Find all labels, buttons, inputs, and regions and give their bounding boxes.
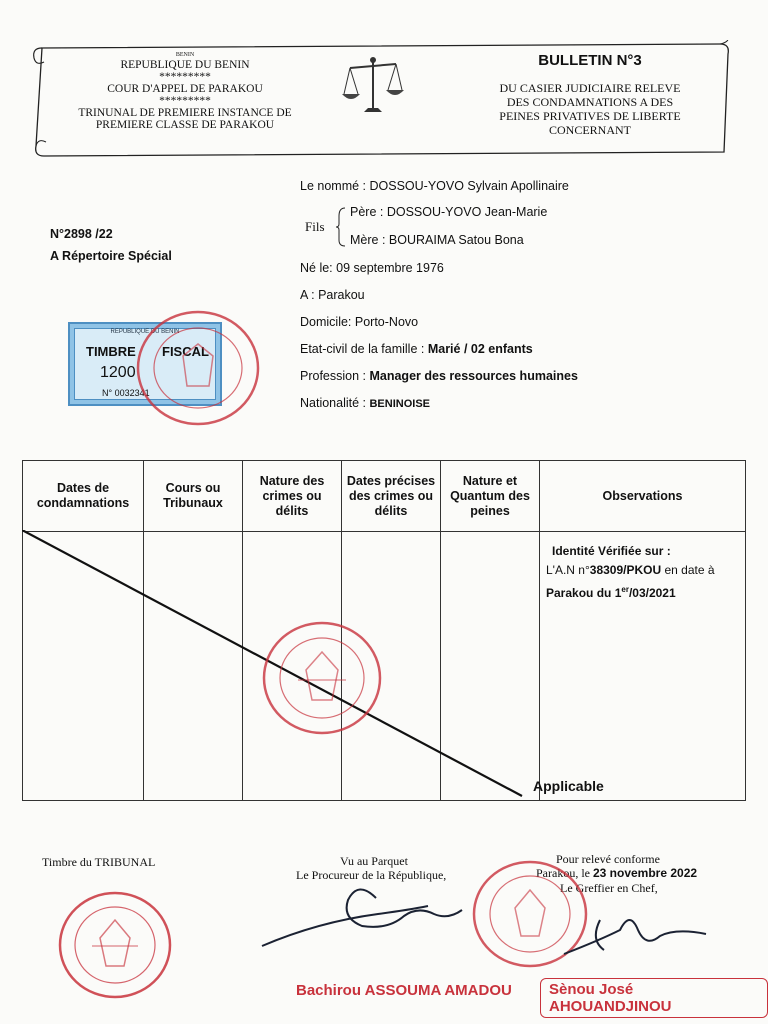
- mother-name: BOURAIMA Satou Bona: [388, 233, 524, 247]
- parents-bracket: [335, 206, 347, 248]
- observation-text: [540, 532, 745, 603]
- birth-place-line: [300, 288, 365, 302]
- observation-line: du 1: [593, 586, 622, 600]
- fiscal-stamp-word: FISCAL: [162, 344, 209, 359]
- tribunal-seal-stamp: [133, 306, 263, 430]
- bulletin-heading: [470, 52, 710, 137]
- observation-line: en date à: [661, 563, 715, 577]
- pour-releve-label: Pour relevé conforme: [556, 852, 660, 866]
- country-small: BENIN: [175, 52, 195, 58]
- stars-separator: *********: [159, 95, 211, 107]
- civil-value: Marié / 02 enfants: [427, 342, 533, 356]
- observation-sup: er: [621, 585, 629, 594]
- birth-date-line: [300, 261, 444, 275]
- mother-line: [350, 233, 524, 247]
- greffier-label: Le Greffier en Chef,: [560, 881, 658, 895]
- tribunal-greffe-seal: [56, 888, 174, 1002]
- civil-label: Etat-civil de la famille :: [300, 342, 428, 356]
- mother-label: Mère :: [350, 233, 389, 247]
- birth-date: 09 septembre 1976: [336, 261, 444, 275]
- reference-register: A Répertoire Spécial: [50, 249, 172, 263]
- bulletin-subtitle: DES CONDAMNATIONS A DES: [506, 95, 674, 109]
- nationality-line: [300, 396, 430, 410]
- procureur-name-stamp: Bachirou ASSOUMA AMADOU: [296, 982, 512, 999]
- place-date-prefix: Parakou, le: [536, 866, 593, 880]
- domicile-value: Porto-Novo: [354, 315, 419, 329]
- column-header: Dates de condamnations: [23, 461, 144, 532]
- stars-separator: *********: [159, 71, 211, 83]
- tribunal-line: PREMIERE CLASSE DE PARAKOU: [95, 119, 275, 131]
- greffier-signature: [560, 900, 710, 960]
- column-header: Nature et Quantum des peines: [441, 461, 540, 532]
- column-header: Cours ou Tribunaux: [144, 461, 243, 532]
- vu-au-parquet-label: Vu au Parquet: [340, 854, 408, 868]
- bulletin-subtitle: CONCERNANT: [548, 123, 631, 137]
- header-institution: [60, 52, 310, 131]
- place-label: A :: [300, 288, 319, 302]
- country-name: REPUBLIQUE DU BENIN: [120, 59, 250, 71]
- observation-line: L'A.N n°: [546, 563, 590, 577]
- parquet-seal-stamp: [260, 618, 385, 738]
- father-label: Père :: [350, 205, 387, 219]
- fils-label: Fils: [305, 219, 325, 234]
- bulletin-subtitle: PEINES PRIVATIVES DE LIBERTE: [499, 109, 681, 123]
- fiscal-stamp-word: TIMBRE: [86, 344, 136, 359]
- column-header: Observations: [540, 461, 746, 532]
- observation-line: Identité Vérifiée sur :: [552, 544, 671, 558]
- fiscal-stamp-amount: 1200: [100, 364, 136, 381]
- observation-line: /03/2021: [628, 586, 676, 600]
- bulletin-subtitle: DU CASIER JUDICIAIRE RELEVE: [499, 81, 681, 95]
- scales-of-justice-icon: [342, 54, 404, 118]
- domicile-label: Domicile:: [300, 315, 355, 329]
- fiscal-stamp-serial: N° 0032341: [102, 388, 150, 398]
- nationality-label: Nationalité :: [300, 396, 370, 410]
- tribunal-line: TRINUNAL DE PREMIERE INSTANCE DE: [78, 107, 292, 119]
- procureur-signature: [258, 870, 468, 950]
- person-name-line: [300, 179, 569, 193]
- observation-id: 38309/PKOU: [589, 563, 662, 577]
- timbre-tribunal-label: Timbre du TRIBUNAL: [42, 855, 156, 869]
- greffier-name-stamp: Sènou José AHOUANDJINOU: [540, 978, 768, 1018]
- procureur-label: Le Procureur de la République,: [296, 868, 447, 882]
- fiscal-stamp-country: REPUBLIQUE DU BENIN: [110, 329, 180, 335]
- born-label: Né le:: [300, 261, 337, 275]
- domicile-line: [300, 315, 418, 329]
- column-header: Dates précises des crimes ou délits: [342, 461, 441, 532]
- profession-value: Manager des ressources humaines: [369, 369, 578, 383]
- column-header: Nature des crimes ou délits: [243, 461, 342, 532]
- person-name: DOSSOU-YOVO Sylvain Apollinaire: [369, 179, 569, 193]
- court-name: COUR D'APPEL DE PARAKOU: [107, 83, 263, 95]
- birth-place: Parakou: [318, 288, 365, 302]
- nationality-value: BENINOISE: [369, 398, 430, 410]
- bulletin-title: BULLETIN N°3: [538, 52, 642, 69]
- observations-cell: [540, 532, 746, 801]
- reference-number: N°2898 /22: [50, 227, 113, 241]
- father-name: DOSSOU-YOVO Jean-Marie: [386, 205, 548, 219]
- father-line: [350, 205, 547, 219]
- issue-date: 23 novembre 2022: [592, 866, 698, 880]
- civil-status-line: [300, 342, 533, 356]
- profession-label: Profession :: [300, 369, 370, 383]
- observation-line: Parakou: [546, 586, 594, 600]
- applicable-label: Applicable: [533, 778, 604, 794]
- profession-line: [300, 369, 578, 383]
- name-label: Le nommé :: [300, 179, 370, 193]
